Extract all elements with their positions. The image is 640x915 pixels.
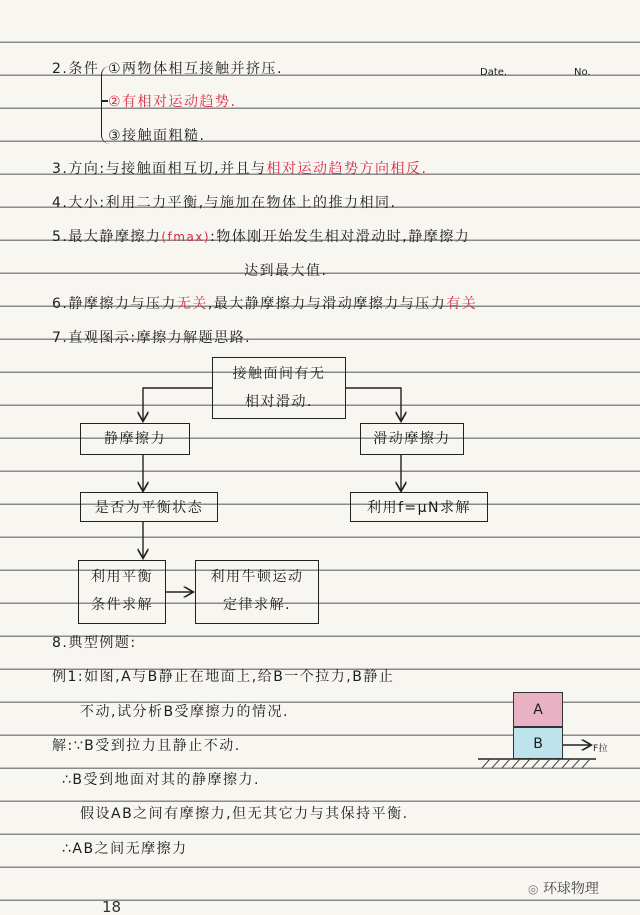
condition-item-3: ③接触面粗糙.: [108, 128, 206, 144]
wechat-icon: ◎: [528, 882, 539, 896]
flow-newton-line2: 定律求解.: [223, 597, 291, 613]
watermark-text: 环球物理: [542, 881, 599, 897]
condition-item-1: ①两物体相互接触并挤压.: [108, 61, 284, 77]
flow-kinetic-solve-box: 利用f=μN求解: [350, 492, 488, 522]
solution-line3: 假设AB之间有摩擦力,但无其它力与其保持平衡.: [80, 806, 409, 822]
flow-balance-check-box: 是否为平衡状态: [80, 492, 218, 522]
condition-item-2: ②有相对运动趋势.: [108, 94, 237, 110]
flow-top-line1: 接触面间有无: [232, 366, 326, 382]
flow-static-friction-box: 静摩擦力: [80, 423, 190, 455]
flow-newton-line1: 利用牛顿运动: [210, 569, 304, 585]
example1-line1: 例1:如图,A与B静止在地面上,给B一个拉力,B静止: [52, 669, 395, 685]
block-b: B: [513, 727, 563, 759]
force-label: F拉: [593, 744, 609, 754]
relation-red1: 无关: [176, 296, 208, 312]
magnitude-line: 4.大小:利用二力平衡,与施加在物体上的推力相同.: [52, 195, 397, 211]
relation-red2: 有关: [446, 296, 478, 312]
visual-diagram-title: 7.直观图示:摩擦力解题思路.: [52, 330, 252, 346]
flow-balance-line2: 条件求解: [91, 597, 153, 613]
max-force-symbol: (fmax): [161, 230, 211, 244]
max-force-continuation: 达到最大值.: [244, 263, 328, 279]
watermark: [528, 878, 599, 898]
conditions-prefix: 2.条件: [52, 61, 100, 77]
solution-line2: ∴B受到地面对其的静摩擦力.: [62, 772, 260, 788]
max-force-prefix: 5.最大静摩擦力: [52, 229, 162, 245]
page-number: 18: [102, 898, 122, 915]
flow-balance-solve-box: [78, 560, 166, 624]
flow-balance-line1: 利用平衡: [91, 569, 153, 585]
flow-newton-solve-box: [195, 560, 319, 624]
no-label: No.: [574, 67, 591, 78]
examples-title: 8.典型例题:: [52, 635, 137, 651]
date-label: Date.: [480, 67, 508, 78]
flow-sliding-friction-box: 滑动摩擦力: [360, 423, 464, 455]
direction-highlight: 相对运动趋势方向相反.: [266, 161, 428, 177]
relation-part2: ,最大静摩擦力与滑动摩擦力与压力: [207, 296, 447, 312]
relation-part1: 6.静摩擦力与压力: [52, 296, 177, 312]
flow-top-line2: 相对滑动.: [245, 394, 313, 410]
solution-line4: ∴AB之间无摩擦力: [62, 841, 188, 857]
block-a: A: [513, 692, 563, 727]
max-force-text: :物体刚开始发生相对滑动时,静摩擦力: [210, 229, 471, 245]
flow-top-box: [212, 357, 346, 419]
direction-prefix: 3.方向:与接触面相互切,并且与: [52, 161, 267, 177]
solution-line1: 解:∵B受到拉力且静止不动.: [52, 738, 241, 754]
example1-line2: 不动,试分析B受摩擦力的情况.: [80, 704, 290, 720]
